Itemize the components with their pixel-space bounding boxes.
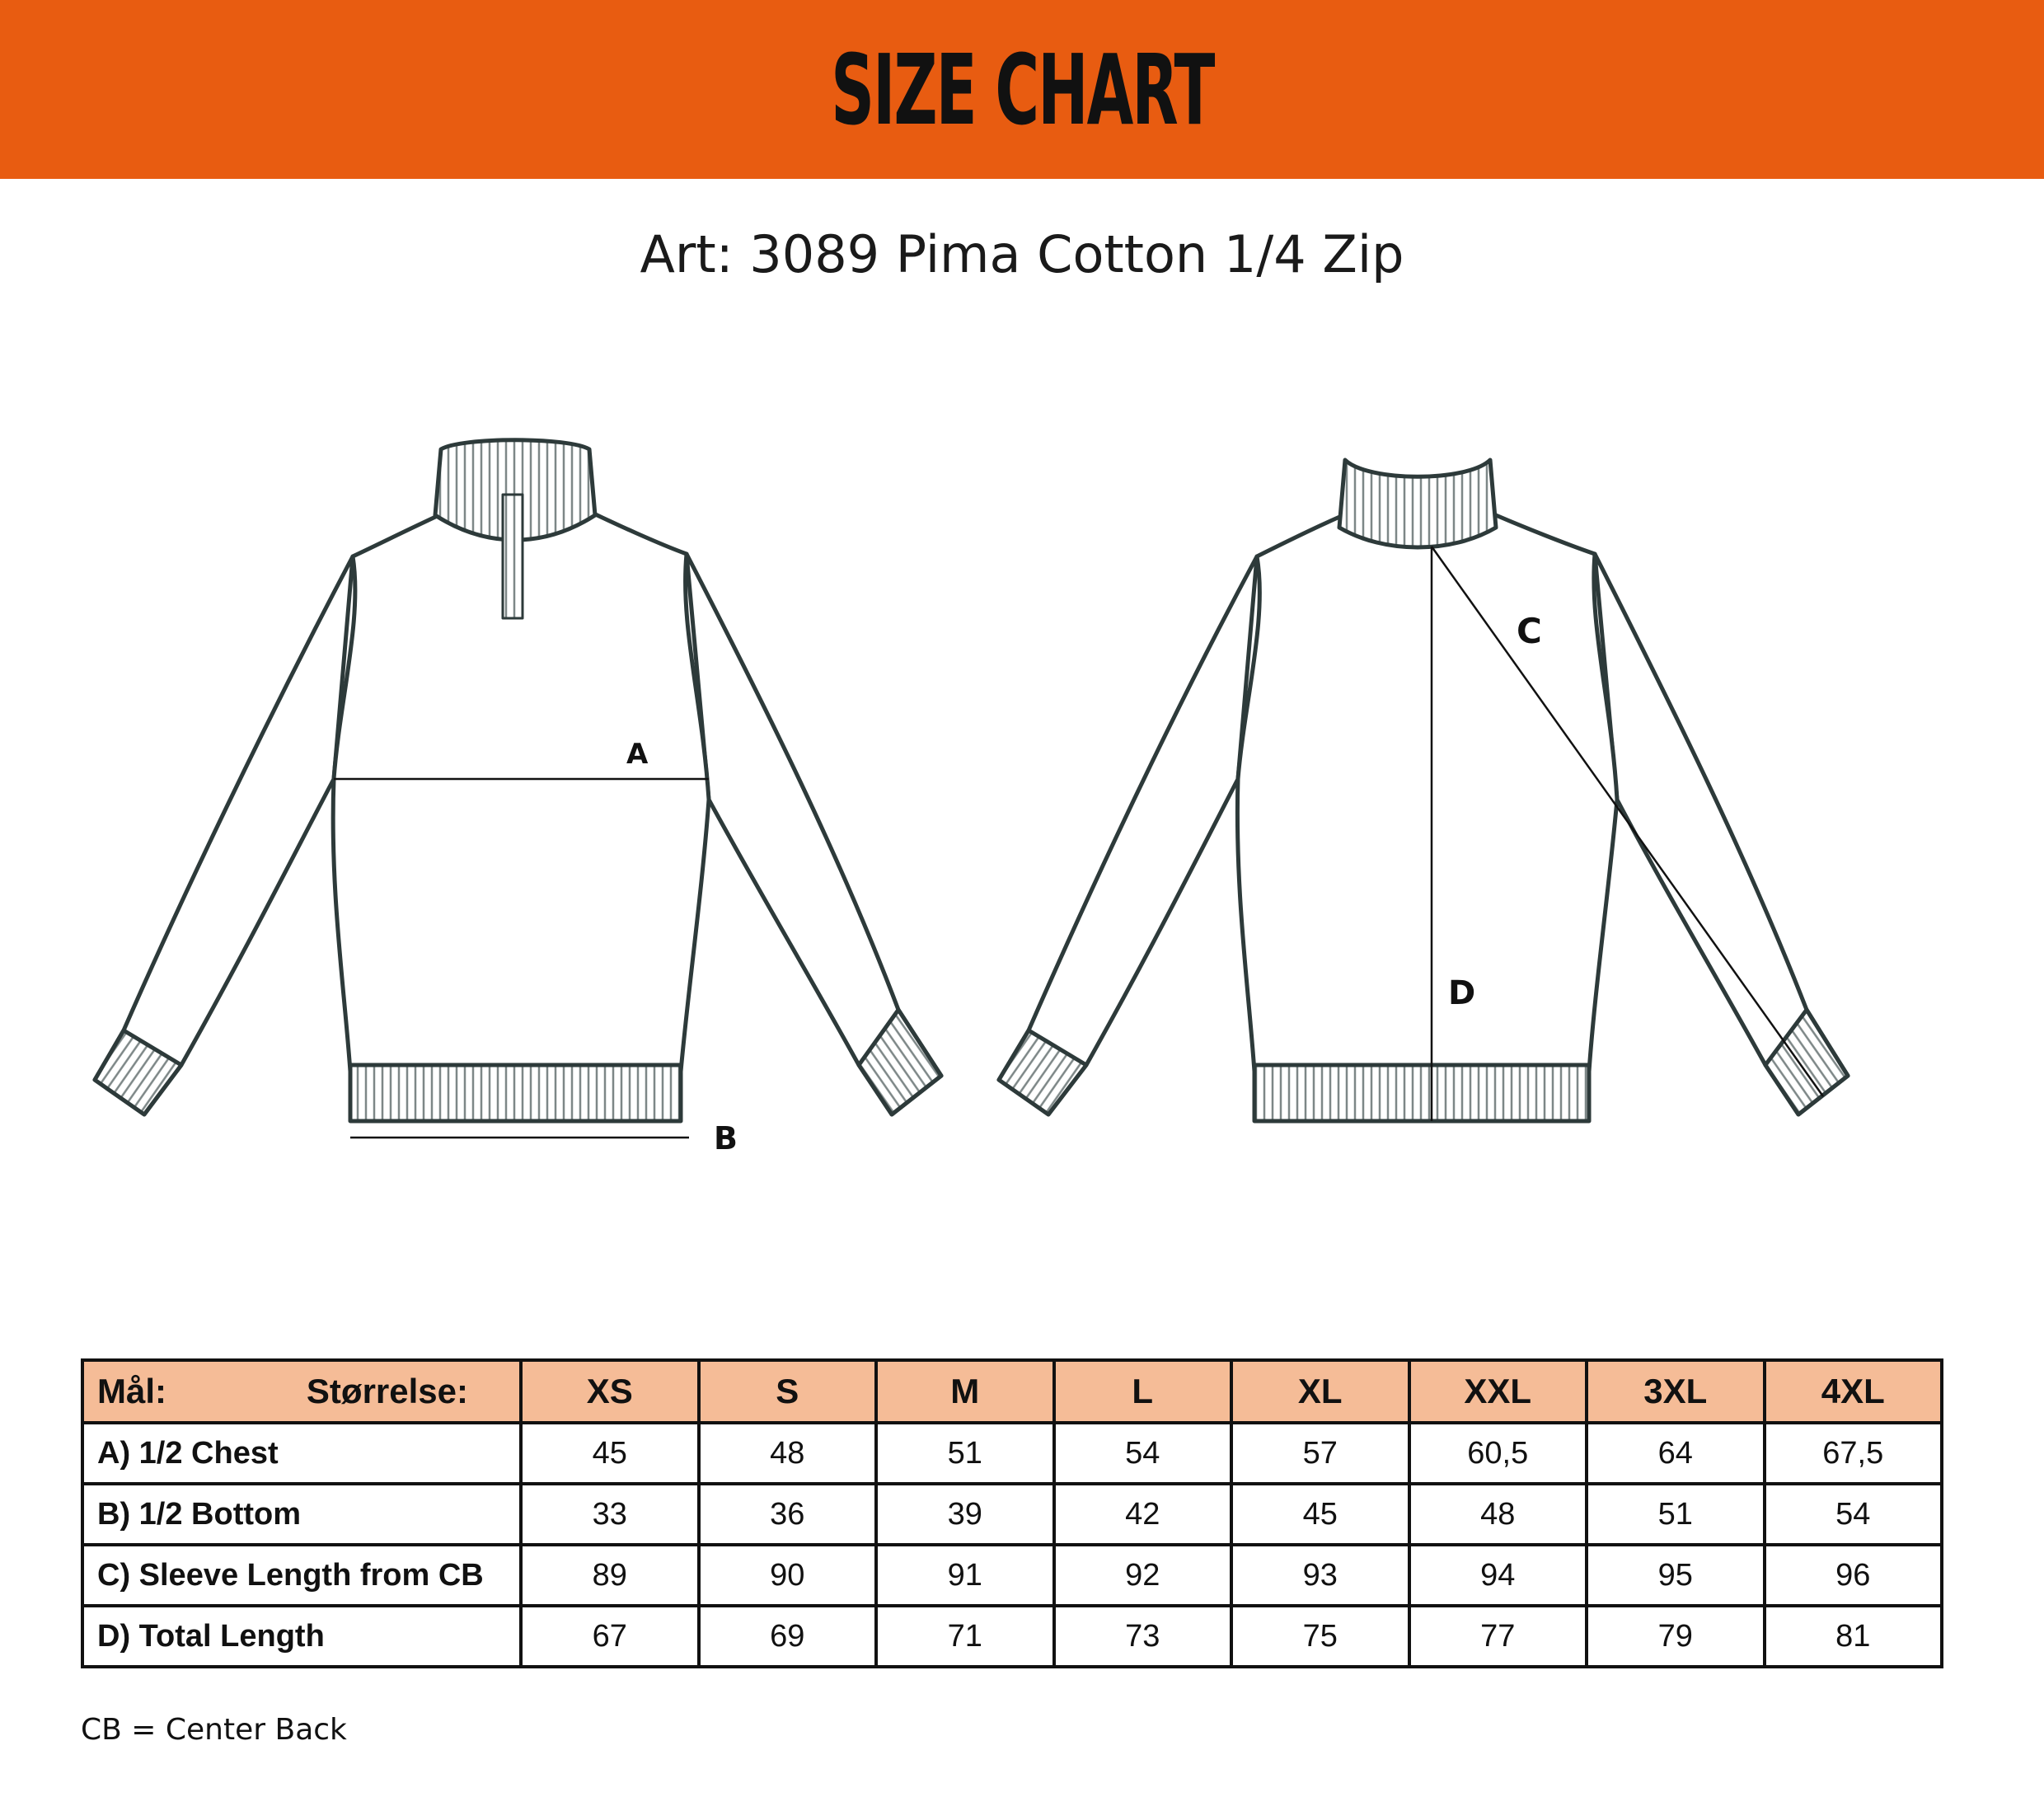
table-cell: 57: [1231, 1423, 1409, 1484]
page-title: SIZE CHART: [830, 32, 1214, 147]
table-cell: 77: [1409, 1606, 1587, 1667]
table-cell: 75: [1231, 1606, 1409, 1667]
table-cell: 39: [876, 1484, 1054, 1545]
table-cell: 48: [699, 1423, 877, 1484]
table-cell: 54: [1765, 1484, 1943, 1545]
table-row: [82, 1423, 1942, 1484]
row-label: D) Total Length: [82, 1606, 521, 1667]
article-subtitle: Art: 3089 Pima Cotton 1/4 Zip: [640, 224, 1404, 284]
size-column-header: L: [1054, 1360, 1232, 1423]
table-cell: 67: [521, 1606, 699, 1667]
size-header: Størrelse:: [306, 1372, 468, 1410]
table-cell: 36: [699, 1484, 877, 1545]
table-cell: 79: [1587, 1606, 1765, 1667]
size-column-header: 3XL: [1587, 1360, 1765, 1423]
size-column-header: M: [876, 1360, 1054, 1423]
measure-label-c: C: [1517, 611, 1542, 651]
table-cell: 92: [1054, 1545, 1232, 1606]
size-table: [81, 1358, 1943, 1668]
table-corner-cell: [82, 1360, 521, 1423]
sweater-front: [95, 440, 941, 1121]
table-cell: 45: [1231, 1484, 1409, 1545]
table-cell: 91: [876, 1545, 1054, 1606]
table-row: [82, 1484, 1942, 1545]
measure-label-b: B: [714, 1120, 738, 1157]
table-cell: 96: [1765, 1545, 1943, 1606]
table-cell: 67,5: [1765, 1423, 1943, 1484]
row-label: B) 1/2 Bottom: [82, 1484, 521, 1545]
table-row: [82, 1606, 1942, 1667]
table-cell: 94: [1409, 1545, 1587, 1606]
table-cell: 89: [521, 1545, 699, 1606]
table-cell: 51: [876, 1423, 1054, 1484]
table-cell: 60,5: [1409, 1423, 1587, 1484]
table-cell: 42: [1054, 1484, 1232, 1545]
table-cell: 54: [1054, 1423, 1232, 1484]
table-cell: 64: [1587, 1423, 1765, 1484]
table-row: [82, 1545, 1942, 1606]
table-cell: 93: [1231, 1545, 1409, 1606]
table-cell: 51: [1587, 1484, 1765, 1545]
size-column-header: XL: [1231, 1360, 1409, 1423]
table-cell: 95: [1587, 1545, 1765, 1606]
size-column-header: XS: [521, 1360, 699, 1423]
table-cell: 73: [1054, 1606, 1232, 1667]
measure-label-a: A: [626, 738, 649, 771]
table-header-row: [82, 1360, 1942, 1423]
row-label: C) Sleeve Length from CB: [82, 1545, 521, 1606]
size-column-header: S: [699, 1360, 877, 1423]
table-cell: 33: [521, 1484, 699, 1545]
table-cell: 69: [699, 1606, 877, 1667]
sweater-back: [999, 460, 1848, 1121]
footnote: CB = Center Back: [81, 1713, 347, 1747]
table-cell: 90: [699, 1545, 877, 1606]
size-column-header: 4XL: [1765, 1360, 1943, 1423]
table-cell: 45: [521, 1423, 699, 1484]
table-cell: 71: [876, 1606, 1054, 1667]
size-column-header: XXL: [1409, 1360, 1587, 1423]
table-cell: 81: [1765, 1606, 1943, 1667]
row-label: A) 1/2 Chest: [82, 1423, 521, 1484]
table-cell: 48: [1409, 1484, 1587, 1545]
measure-header: Mål:: [97, 1372, 166, 1410]
measure-label-d: D: [1448, 974, 1476, 1012]
